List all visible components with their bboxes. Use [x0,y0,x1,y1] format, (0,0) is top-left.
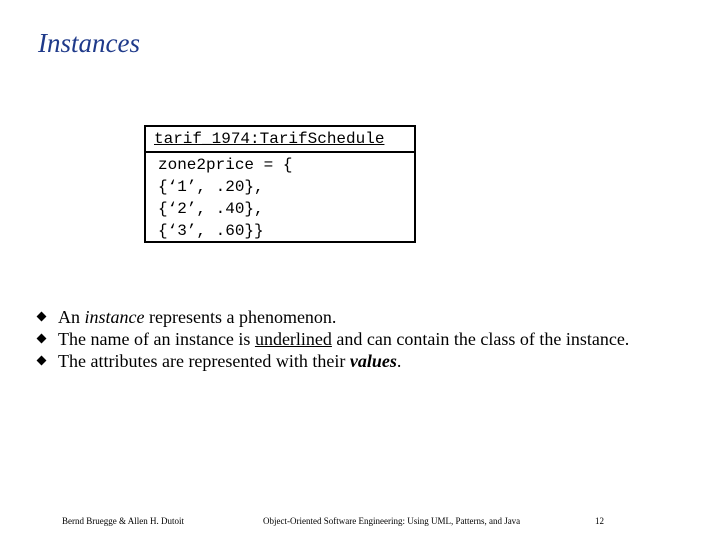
bullet-text: The name of an instance is [58,329,255,349]
uml-object-name: tarif_1974:TarifSchedule [154,130,385,148]
uml-attribute-line: {‘2’, .40}, [158,200,264,218]
slide-title: Instances [38,28,140,58]
emphasis-text: values [349,351,397,371]
uml-attribute-line: zone2price = { [158,156,293,174]
emphasis-text: instance [84,307,145,327]
bullet-item [38,306,648,328]
bullet-text: The attributes are represented with their [58,351,350,371]
footer-authors: Bernd Bruegge & Allen H. Dutoit [62,516,184,526]
bullet-list [38,306,648,372]
bullet-text: represents a phenomenon. [144,307,337,327]
diamond-bullet-icon [37,312,47,322]
footer-page-number: 12 [595,516,604,526]
footer-book-title: Object-Oriented Software Engineering: Using UML, Patterns, and Java [263,516,521,526]
bullet-item [38,350,648,372]
bullet-text: and can contain the class of the instance. [331,329,630,349]
uml-object-name-compartment [146,127,414,153]
diamond-bullet-icon [37,356,47,366]
underlined-text: underlined [254,329,332,349]
diamond-bullet-icon [37,334,47,344]
uml-attribute-compartment [158,154,292,242]
bullet-text: . [396,351,402,371]
bullet-item [38,328,648,350]
uml-object-box [144,125,416,243]
uml-attribute-line: {‘3’, .60}} [158,222,264,240]
uml-attribute-line: {‘1’, .20}, [158,178,264,196]
bullet-text: An [58,307,85,327]
